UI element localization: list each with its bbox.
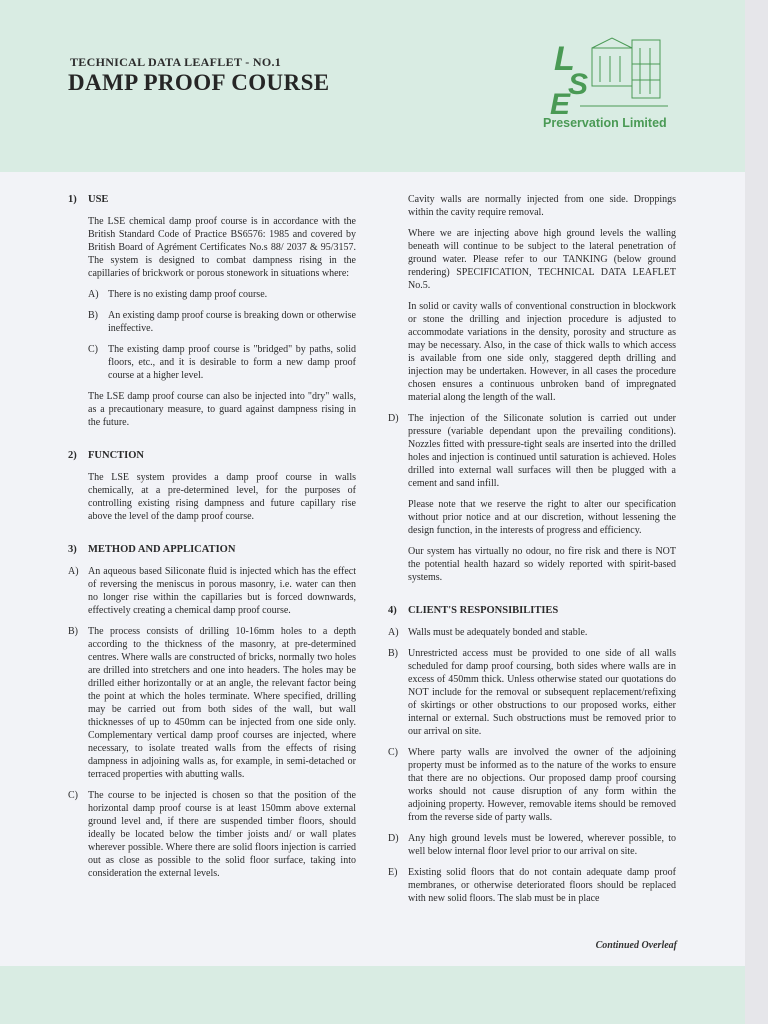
section-heading-method: 3) METHOD AND APPLICATION [68,544,236,555]
method-continued-para: Cavity walls are normally injected from one side. Droppings within the cavity require removal. [408,194,676,218]
logo-letter-s: S [568,68,589,101]
list-item: D) Any high ground levels must be lowered, wherever possible, to well below internal floor level prior to our arrival on site. [388,833,676,857]
logo-letter-l: L [554,40,575,78]
building-sketch-icon [580,38,668,106]
section-heading-use: 1) USE [68,194,109,205]
method-continued-para: In solid or cavity walls of conventional construction in blockwork or stone the drilling and injection procedure is adjusted to accommodate variations in the density, porosity and structure as may be necessary. Also, in the case of thick walls to which access is available from one side only, staggered depth drilling and injection may be undertaken. However, in all cases the procedure chosen ensures a continuous unbroken band of impregnated material along the length of the wall. [408,301,676,403]
section-heading-function: 2) FUNCTION [68,450,145,461]
method-note: Our system has virtually no odour, no fire risk and there is NOT the potential health hazard so widely reported with spirit-based systems. [408,546,676,583]
list-item: A) There is no existing damp proof course. [88,289,268,300]
list-item: C) The existing damp proof course is "bridged" by paths, solid floors, etc., and it is desirable to form a new damp proof course at a higher level. [88,344,356,381]
method-continued-para: Where we are injecting above high ground levels the walling beneath will continue to be subject to the lateral penetration of ground water. Please refer to our TANKING (below ground rendering) SPECIFICATION, TECHNICAL DATA LEAFLET No.5. [408,228,676,291]
company-name: Preservation Limited [543,116,667,130]
left-column [68,193,356,888]
list-item: B) The process consists of drilling 10-16mm holes to a depth according to the thickness of the masonry, at pre-determined centres. Where walls are constructed of bricks, normally two holes are drilled into stretchers and one into headers. The holes may be drilled either horizontally or at an angle, the relevant factor being the point at which the holes terminate. Where specified, drilling may be carried out from both sides of the wall, but wall thicknesses of up to 450mm can be injected from one side only. Complementary vertical damp proof courses are injected, where necessary, to isolate treated walls from the effects of rising dampness in adjoining walls as, for example, in semi-detached or terraced properties with abutting walls. [68,626,356,780]
page-edge [745,0,768,1024]
logo-graphic [540,36,690,116]
footer-band [0,966,745,1024]
logo-letter-e: E [550,88,571,116]
list-item: C) Where party walls are involved the owner of the adjoining property must be informed as to the nature of the works to ensure that there are no objections. Our proposed damp proof coursing works should not cause disruption of any form within the adjoining property. However, removable items should be removed from the reverse side of party walls. [388,747,676,823]
leaflet-subtitle: TECHNICAL DATA LEAFLET - NO.1 [70,55,282,69]
list-item: E) Existing solid floors that do not contain adequate damp proof membranes, or otherwise deteriorated floors should be replaced with new solid floors. The slab must be in place [388,867,676,904]
list-item: A) Walls must be adequately bonded and stable. [388,627,588,638]
use-intro: The LSE chemical damp proof course is in accordance with the British Standard Code of Practice BS6576: 1985 and covered by British Board of Agrément Certificates No.s 88/ 2037 & 95/3157. The system is designed to combat dampness rising in the capillaries of brickwork or porous stonework in situations where: [88,216,356,279]
use-outro: The LSE damp proof course can also be injected into "dry" walls, as a precautionary measure, to guard against dampness rising in the future. [88,391,356,428]
list-item: D) The injection of the Siliconate solution is carried out under pressure (variable dependant upon the prevailing conditions). Nozzles fitted with pressure-tight seals are inserted into the drilled holes and injection is continued until saturation is achieved. Holes drilled into external wall surfaces will then be plugged with a cement and sand infill. [388,413,676,489]
company-logo [540,36,690,136]
function-text: The LSE system provides a damp proof course in walls chemically, at a pre-determined level, for the purposes of controlling existing rising dampness and future capillary rise above the level of the damp proof course. [88,472,356,522]
right-column [388,193,676,913]
continued-overleaf: Continued Overleaf [595,940,677,951]
list-item: C) The course to be injected is chosen so that the position of the horizontal damp proof course is at least 150mm above external ground level and, if there are suspended timber floors, should ideally be located below the timber joists and/ or wall plates wherever possible. Where there are solid floors injection is carried out as close as possible to the solid floor surface, taking into consideration the external levels. [68,790,356,879]
list-item: B) Unrestricted access must be provided to one side of all walls scheduled for damp proof coursing, both sides where walls are in excess of 450mm thick. Unless otherwise stated our quotations do NOT include for the removal or subsequent replacement/refixing of skirtings or other obstructions to our proposed works, either internal or external. Such obstructions must be removed prior to our arrival on site. [388,648,676,737]
list-item: A) An aqueous based Siliconate fluid is injected which has the effect of reversing the meniscus in porous masonry, i.e. water can then no longer rise within the capillaries but is forced downwards, effectively creating a chemical damp proof course. [68,566,356,616]
section-heading-client: 4) CLIENT'S RESPONSIBILITIES [388,605,559,616]
list-item: B) An existing damp proof course is breaking down or otherwise ineffective. [88,310,356,334]
method-note: Please note that we reserve the right to alter our specification without prior notice and at our discretion, without lessening the design function, in the interests of progress and efficiency. [408,499,676,536]
leaflet-title: DAMP PROOF COURSE [68,70,330,95]
